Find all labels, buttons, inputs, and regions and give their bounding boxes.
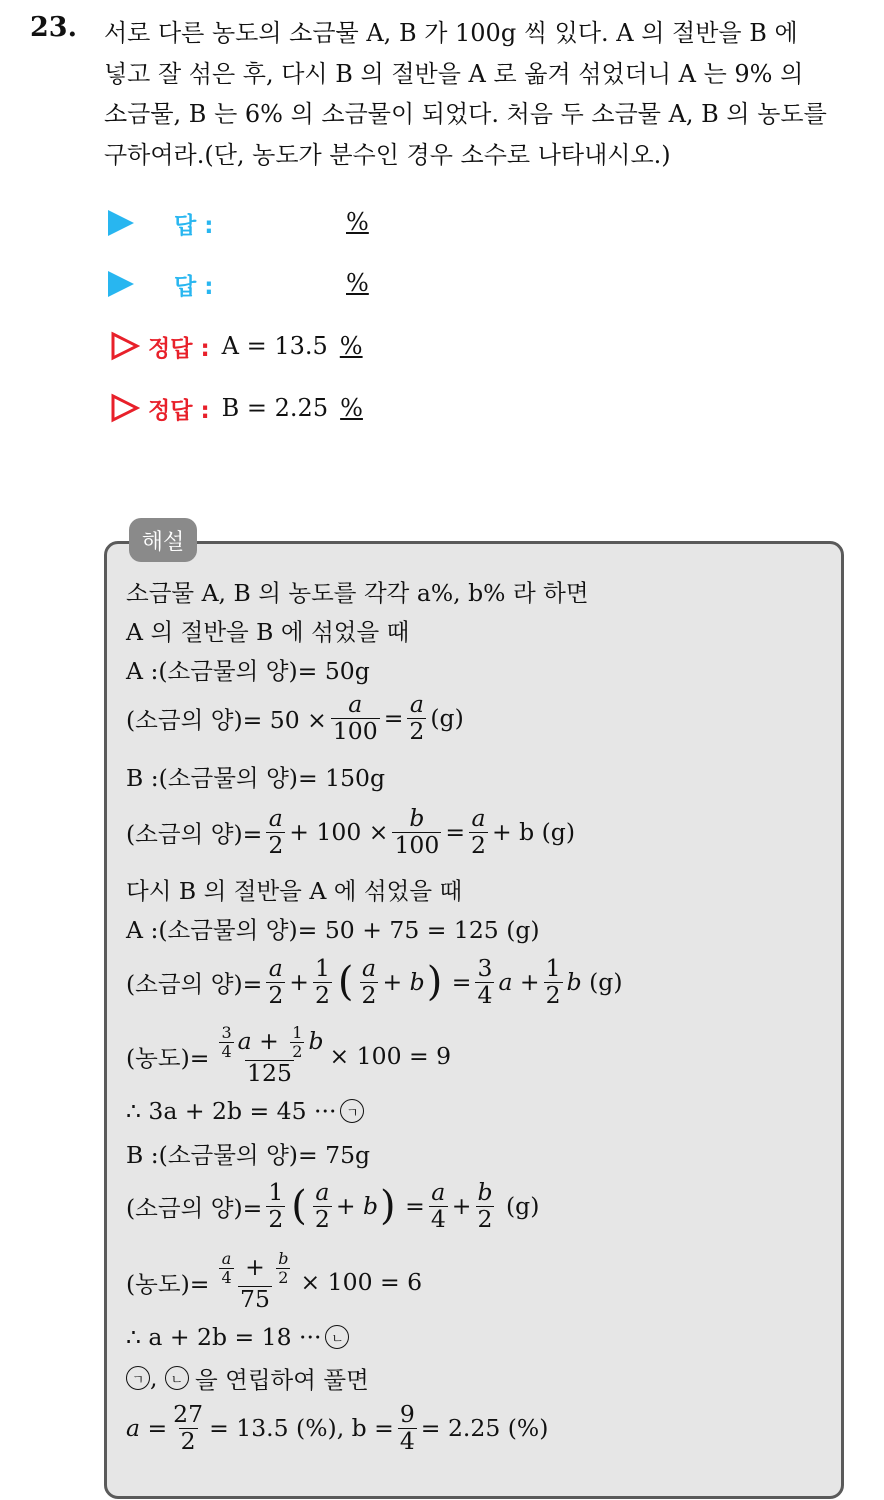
fraction: $\frac{9}{4}$	[399, 1400, 415, 1455]
circled-giyeok-icon: ㄱ	[340, 1099, 364, 1123]
solution-line: (소금의 양)= $\frac{1}{2}$ ( $\frac{a}{2}$ + b ) = $\frac{a}{4}$ + $\frac{b}{2}$ (g)	[126, 1178, 540, 1233]
solution-text: × 100 = 6	[300, 1267, 423, 1296]
answer-unit: %	[346, 269, 369, 297]
question-line: 소금물, B 는 6% 의 소금물이 되었다. 처음 두 소금물 A, B 의 농도를	[104, 100, 827, 128]
solution-line: 소금물 A, B 의 농도를 각각 a%, b% 라 하면	[126, 579, 589, 607]
question-text	[104, 13, 864, 175]
answer-row-1	[108, 203, 214, 243]
solution-line: A :(소금물의 양)= 50g	[126, 657, 370, 685]
solution-text: 을 연립하여 풀면	[194, 1366, 369, 1394]
solution-text: ∴ 3a + 2b = 45 ···	[126, 1097, 337, 1125]
fraction: $\frac{a}{2}$	[409, 690, 425, 745]
solution-text: (소금의 양)=	[126, 970, 263, 999]
solution-text: = 13.5 (%), b =	[209, 1414, 394, 1443]
correct-unit: %	[340, 394, 363, 422]
solution-line: A 의 절반을 B 에 섞었을 때	[126, 618, 410, 646]
solution-line	[126, 806, 575, 859]
fraction: $\frac{3}{4}$ a + $\frac{1}{2}$ b 125	[221, 1023, 324, 1088]
answer-label: 답 :	[174, 212, 214, 239]
outline-triangle-icon	[110, 331, 140, 361]
solution-line	[126, 1097, 364, 1125]
solution-line: B :(소금물의 양)= 75g	[126, 1141, 371, 1169]
solution-text: (농도)=	[126, 1043, 210, 1072]
fraction: $\frac{a}{100}$	[332, 690, 378, 745]
question-number: 23.	[30, 12, 77, 43]
fraction: $\frac{3}{4}$	[477, 954, 493, 1009]
solution-text: (소금의 양)=	[126, 820, 263, 849]
correct-value-b: B = 2.25	[221, 394, 329, 422]
correct-answer-a	[110, 326, 363, 366]
correct-unit: %	[339, 332, 363, 360]
fraction: $\frac{a}{2}$	[471, 804, 486, 859]
correct-label: 정답 :	[148, 335, 210, 362]
solution-text: ∴ a + 2b = 18 ···	[126, 1323, 322, 1351]
solution-line: A :(소금물의 양)= 50 + 75 = 125 (g)	[126, 916, 540, 944]
question-line: 구하여라.(단, 농도가 분수인 경우 소수로 나타내시오.)	[104, 140, 671, 169]
question-line: 넣고 잘 섞은 후, 다시 B 의 절반을 A 로 옮겨 섞었더니 A 는 9% 의	[104, 59, 804, 88]
correct-label: 정답 :	[148, 397, 210, 424]
solution-text: (소금의 양)= 50 ×	[126, 706, 327, 735]
solution-text: (g)	[430, 704, 464, 733]
fraction: $\frac{b}{100}$	[394, 804, 440, 859]
answer-row-2	[108, 264, 214, 304]
answer-label: 답 :	[174, 273, 214, 300]
solution-line: ㄱ , ㄴ 을 연립하여 풀면	[126, 1361, 369, 1395]
outline-triangle-icon	[110, 393, 140, 423]
solution-text: a =	[126, 1414, 168, 1443]
play-triangle-icon	[108, 210, 134, 236]
solution-line: 다시 B 의 절반을 A 에 섞었을 때	[126, 877, 463, 905]
solution-text: (소금의 양)=	[126, 1194, 263, 1223]
solution-text: =	[445, 818, 466, 847]
solution-text: = 2.25 (%)	[420, 1414, 549, 1443]
solution-text: + b (g)	[491, 818, 576, 847]
fraction: $\frac{b}{2}$	[477, 1178, 493, 1233]
fraction: $\frac{a}{2}$	[268, 804, 284, 859]
fraction: $\frac{a}{2}$	[314, 1178, 330, 1233]
circled-nieun-icon: ㄴ	[325, 1325, 349, 1349]
solution-text: + 100 ×	[289, 818, 389, 847]
fraction: $\frac{1}{2}$	[268, 1178, 284, 1233]
solution-tab: 해설	[129, 518, 197, 562]
solution-line: (소금의 양)= $\frac{a}{2}$ + $\frac{1}{2}$ ( $\frac{a}{2}$ + b ) = $\frac{3}{4}$ a + $\frac{1}{2}$ b (g)	[126, 954, 623, 1009]
solution-line: B :(소금물의 양)= 150g	[126, 764, 386, 792]
solution-text: (g)	[589, 968, 623, 997]
play-triangle-icon	[108, 271, 134, 297]
solution-text: (농도)=	[126, 1269, 210, 1298]
question-line: 서로 다른 농도의 소금물 A, B 가 100g 씩 있다. A 의 절반을 B 에	[104, 19, 798, 47]
circled-giyeok-icon: ㄱ	[126, 1366, 150, 1390]
circled-nieun-icon: ㄴ	[165, 1366, 189, 1390]
fraction: $\frac{a}{4}$ + $\frac{b}{2}$ 75	[221, 1249, 289, 1314]
solution-line	[126, 1024, 451, 1087]
solution-text: × 100 = 9	[329, 1041, 452, 1070]
fraction: $\frac{27}{2}$	[173, 1400, 204, 1455]
fraction: $\frac{a}{2}$	[361, 954, 377, 1009]
correct-answer-b	[110, 388, 363, 428]
fraction: $\frac{1}{2}$	[314, 954, 330, 1009]
solution-text: =	[383, 704, 404, 733]
correct-value-a: A = 13.5	[221, 332, 328, 360]
fraction: $\frac{a}{2}$	[268, 954, 284, 1009]
solution-line	[126, 692, 464, 745]
solution-line	[126, 1250, 422, 1313]
solution-text: (g)	[506, 1192, 540, 1221]
solution-line	[126, 1402, 548, 1455]
answer-unit: %	[346, 208, 369, 236]
fraction: $\frac{a}{4}$	[430, 1178, 446, 1233]
fraction: $\frac{1}{2}$	[545, 954, 561, 1009]
solution-line	[126, 1323, 349, 1351]
